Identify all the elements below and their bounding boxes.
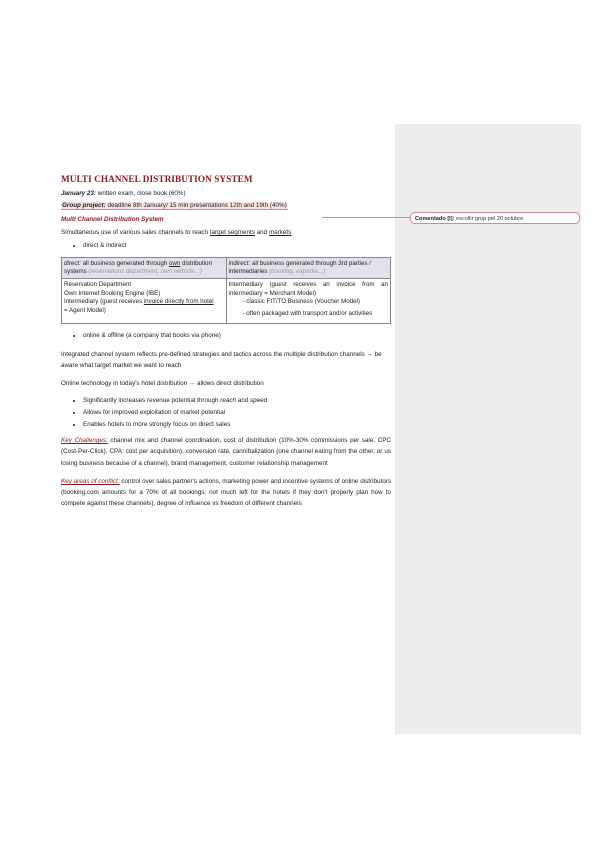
list-italic: speed [250, 397, 268, 405]
direct-examples: (reservations department, own website...) [88, 267, 202, 275]
group-line [61, 202, 391, 211]
key-areas-text: control over sales partner's actions, marketing power and incentive systems of online distributors (booking.com amounts for a 70% of all bookings; not much left for the hotels if they don't properly plan how to compete against these channels), degree of influence vs freedom of different channels [61, 477, 391, 508]
section-heading: Multi Channel Distribution System [61, 215, 164, 223]
exam-line [61, 190, 391, 199]
table-line: Own Internet Booking Engine (IBE) [64, 289, 161, 297]
list-item [83, 396, 391, 405]
key-challenges-paragraph [61, 435, 391, 469]
indirect-text: all business generated through 3rd parties / intermediaries [228, 259, 371, 275]
comment-balloon[interactable] [410, 212, 580, 224]
direct-text: all business generated through [80, 259, 169, 267]
document-page [61, 175, 391, 516]
direct-label: direct: [64, 259, 81, 267]
table-line: Reservation Department [64, 281, 132, 289]
simult-and: and [254, 229, 269, 237]
indirect-header-cell [226, 257, 391, 279]
group-text: deadline 8th January/ 15 min presentations 12th and 19th (40%) [105, 202, 287, 210]
table-line [64, 298, 224, 306]
simultaneous-paragraph [61, 229, 391, 238]
list-and: and [235, 397, 250, 405]
key-areas-label: Key areas of conflict: [61, 477, 120, 485]
dash-list [229, 298, 389, 318]
list-text: Significantly increases revenue potential through [83, 397, 221, 405]
indirect-label: indirect: [228, 259, 251, 267]
distribution-table [61, 257, 391, 324]
comment-text: escollir grup pel 20 octubre [456, 216, 524, 222]
bullet-list-3 [61, 396, 391, 429]
direct-own: own [168, 259, 181, 267]
simult-underline-1: target segments [209, 229, 255, 237]
simult-text: Simultaneous use of various sales channels to reach [61, 229, 210, 237]
list-item: • online & offline (a company that books via phone) [83, 332, 391, 341]
list-item: • Enables hotels to more strongly focus on direct sales [83, 420, 391, 429]
direct-text-2: distribution systems [64, 259, 212, 275]
exam-date: January 23: [61, 189, 97, 197]
table-text: Intermediary (guest receives [64, 298, 144, 306]
comment-author: Comentado [I]: [415, 216, 455, 222]
list-italic: reach [220, 397, 236, 405]
indirect-examples: (booking, expedia...) [269, 267, 326, 275]
list-item: - often packaged with transport and/or activities [243, 310, 389, 318]
indirect-body-cell [226, 279, 391, 324]
online-paragraph: Online technology in today's hotel distribution → allows direct distribution [61, 380, 264, 387]
direct-body-cell [62, 279, 227, 324]
key-challenges-label: Key Challenges: [61, 437, 108, 445]
document-title: MULTI CHANNEL DISTRIBUTION SYSTEM [61, 174, 253, 184]
key-challenges-text: channel mix and channel coordination, cost of distribution (10%-30% commissions per sale, CPC (Cost-Per-Click), CPA: cost per acquisition), conversion rate, cannibalization (one channel eating from the other, or us losing business because of a channel), brand management, customer relationship management [61, 437, 392, 467]
commented-range[interactable] [61, 202, 288, 210]
list-item: • Allows for improved exploitation of market potential [83, 408, 391, 417]
bullet-list-1 [61, 242, 391, 251]
exam-text: written exam, close book (60%) [96, 189, 186, 197]
table-underline: invoice directly from hotel [143, 298, 214, 306]
direct-header-cell [62, 257, 227, 279]
table-line: Intermediary (guest receives an invoice from an intermediary = Merchant Model) [228, 281, 388, 297]
integrated-paragraph: Integrated channel system reflects pre-defined strategies and tactics across the multiple distribution channels → be aware what target market we want to reach [61, 350, 382, 369]
list-item: - classic FIT/TO Business (Voucher Model) [243, 298, 389, 306]
table-line: = Agent Model) [64, 306, 106, 314]
group-label: Group project: [62, 202, 106, 210]
list-item: • direct & indirect [83, 242, 391, 251]
bullet-list-2 [61, 332, 391, 341]
key-areas-paragraph [61, 476, 391, 510]
simult-underline-2: markets [268, 229, 292, 237]
